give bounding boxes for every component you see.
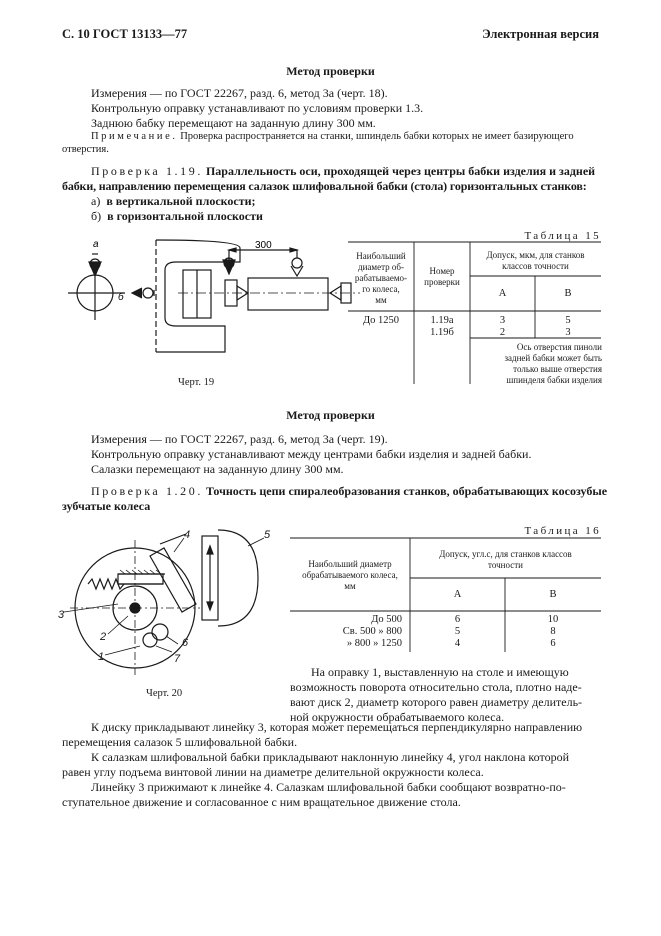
- fig19-dimension: 300: [255, 240, 272, 251]
- table-15-header-check: Номер проверки: [424, 266, 460, 287]
- table-15-row-a: 3 2: [499, 315, 506, 338]
- table-16-title: Таблица 16: [524, 525, 601, 537]
- method1-line-2: Контрольную оправку устанавливают по условиям проверки 1.3.: [91, 101, 424, 115]
- check-119-item-b: б) в горизонтальной плоскости: [91, 209, 263, 223]
- table-16-col-a: 6 5 4: [454, 614, 461, 649]
- method1-note-cont: отверстия.: [62, 144, 109, 155]
- body-right-1: На оправку 1, выставленную на столе и имеющую: [311, 665, 569, 679]
- table-15-class-b: В: [564, 288, 572, 299]
- fig20-label-2: 2: [100, 631, 107, 643]
- fig20-label-3: 3: [58, 609, 65, 621]
- body-line-2: перемещения салазок 5 шлифовальной бабки.: [62, 735, 298, 749]
- method2-line-3: Салазки перемещают на заданную длину 300 мм.: [91, 462, 344, 476]
- check-119-title: Проверка 1.19. Параллельность оси, проходящей через центры бабки изделия и задней: [91, 164, 596, 178]
- page-header-right: Электронная версия: [482, 27, 599, 41]
- method1-line-1: Измерения — по ГОСТ 22267, разд. 6, метод 3а (черт. 18).: [91, 86, 388, 100]
- table-row: » 800 » 1250: [346, 638, 402, 649]
- fig20-label-6: 6: [182, 637, 189, 649]
- table-16-class-b: В: [549, 589, 557, 600]
- fig19-label-a: а: [93, 239, 99, 250]
- check-120-title-cont: зубчатые колеса: [62, 499, 151, 513]
- table-row: Св. 500 » 800: [342, 626, 402, 637]
- check-119-label: Проверка 1.19.: [91, 164, 203, 178]
- body-line-4: равен углу подъема винтовой линии на диаметре делительной окружности колеса.: [62, 765, 484, 779]
- table-15-note: Ось отверстия пиноли задней бабки может быть только выше отверстия шпинделя бабки изделия: [504, 342, 602, 385]
- fig19-label-b: б: [118, 292, 124, 303]
- table-16-col-diameter: [290, 614, 402, 650]
- note-label: Примечание.: [91, 131, 178, 142]
- table-16-header-diameter: Наибольший диаметр обрабатываемого колеса, мм: [302, 559, 398, 591]
- table-row: До 500: [371, 614, 402, 625]
- table-16-col-b: 10 8 6: [547, 614, 559, 649]
- check-119-title-cont: бабки, направлению перемещения салазок шлифовальной бабки (стола) горизонтальных станков:: [62, 179, 587, 193]
- fig20-label-1: 1: [98, 651, 105, 663]
- table-16-header-tolerance: Допуск, угл.с, для станков классов точности: [439, 549, 572, 570]
- body-line-1: К диску прикладывают линейку 3, которая может перемещаться перпендикулярно направлению: [91, 720, 583, 734]
- fig20-label-7: 7: [174, 653, 181, 665]
- fig20-label-5: 5: [264, 529, 271, 541]
- check-120-title: Проверка 1.20. Точность цепи спиралеобразования станков, обрабатывающих косозубые: [91, 484, 608, 498]
- method-title-2: Метод проверки: [286, 408, 375, 422]
- body-right-4: ной окружности обрабатываемого колеса.: [290, 710, 505, 724]
- figure-20-caption: Черт. 20: [146, 688, 183, 699]
- method-title-1: Метод проверки: [286, 64, 375, 78]
- table-15-class-a: А: [498, 288, 507, 299]
- note-text: Проверка распространяется на станки, шпиндель бабки которых не имеет базирующего: [180, 131, 574, 142]
- body-line-3: К салазкам шлифовальной бабки прикладывают наклонную линейку 4, угол наклона которой: [91, 750, 569, 764]
- method2-line-1: Измерения — по ГОСТ 22267, разд. 6, метод 3а (черт. 19).: [91, 432, 388, 446]
- method2-line-2: Контрольную оправку устанавливают между центрами бабки изделия и задней бабки.: [91, 447, 532, 461]
- page-header-left: С. 10 ГОСТ 13133—77: [62, 27, 188, 41]
- body-line-6: ступательное движение и согласованное с ним вращательное движение стола.: [62, 795, 461, 809]
- body-right-2: возможность поворота относительно стола, плотно наде-: [290, 680, 582, 694]
- table-16-class-a: А: [453, 589, 462, 600]
- check-120-label: Проверка 1.20.: [91, 484, 203, 498]
- table-15-title: Таблица 15: [524, 230, 601, 242]
- body-line-5: Линейку 3 прижимают к линейке 4. Салазкам шлифовальной бабки сообщают возвратно-по-: [91, 780, 566, 794]
- table-15-row-diameter: До 1250: [362, 315, 400, 326]
- figure-19-caption: Черт. 19: [178, 377, 215, 388]
- fig20-label-4: 4: [184, 529, 191, 541]
- method1-line-3: Заднюю бабку перемещают на заданную длину 300 мм.: [91, 116, 376, 130]
- check-119-item-a: а) в вертикальной плоскости;: [91, 194, 256, 208]
- table-15-row-b: 5 3: [565, 315, 571, 338]
- table-15-header-diameter: Наибольший диаметр об- рабатываемо- го колеса, мм: [354, 251, 408, 305]
- body-right-3: вают диск 2, диаметр которого равен диаметру делитель-: [290, 695, 583, 709]
- table-15-row-checks: 1.19а 1.19б: [430, 315, 454, 338]
- table-15-header-tolerance: Допуск, мкм, для станков классов точности: [486, 250, 585, 271]
